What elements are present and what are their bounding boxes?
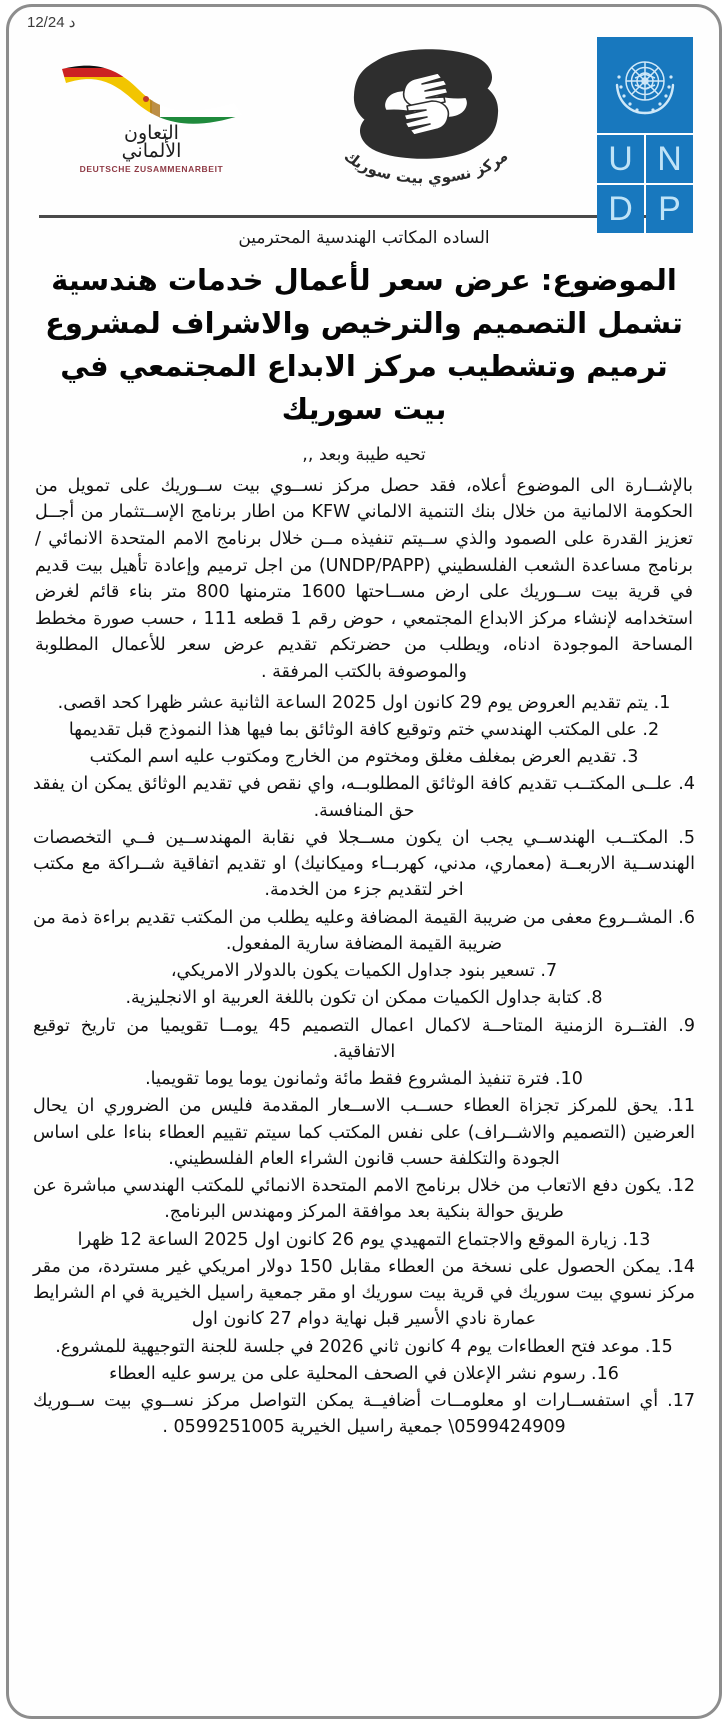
- clause-item: 5. المكتــب الهندســي يجب ان يكون مســجلا في نقابة المهندســين فــي التخصصات الهندســية الاربعــة (معماري، مدني، كهربــاء وميكانيك) او تقديم اتفاقية شــراكة مع مكتب اخر لتقديم جزء من الخدمة.: [33, 827, 695, 901]
- clause-item: 6. المشــروع معفى من ضريبة القيمة المضافة وعليه يطلب من المكتب تقديم براءة ذمة من ضريبة القيمة المضافة سارية المفعول.: [33, 907, 695, 954]
- clause-item: 15. موعد فتح العطاءات يوم 4 كانون ثاني 2026 في جلسة للجنة التوجيهية للمشروع.: [55, 1336, 673, 1357]
- clause-item: 16. رسوم نشر الإعلان في الصحف المحلية على من يرسو عليه العطاء: [109, 1363, 619, 1384]
- header-divider: [39, 215, 689, 218]
- clause-item: 14. يمكن الحصول على نسخة من العطاء مقابل 150 دولار امريكي غير مستردة، من مقر مركز نسوي بيت سوريك في قرية بيت سوريك او مقر جمعية راسيل الخيرية في ام الشرايط عمارة نادي الأسير قبل نهاية دوام 27 كانون اول: [33, 1256, 695, 1330]
- two-hands-icon: [342, 45, 510, 163]
- clause-item: 2. على المكتب الهندسي ختم وتوقيع كافة الوثائق بما فيها هذا النموذج قبل تقديمها: [68, 719, 660, 740]
- announcement-card: [6, 4, 722, 1719]
- clause-item: 10. فترة تنفيذ المشروع فقط مائة وثمانون يوما يوما تقويميا.: [145, 1069, 583, 1090]
- clause-item: 3. تقديم العرض بمغلف مغلق ومختوم من الخارج ومكتوب عليه اسم المكتب: [89, 747, 639, 768]
- clause-item: 9. الفتــرة الزمنية المتاحــة لاكمال اعمال التصميم 45 يومــا تقويميا من تاريخ توقيع الاتفاقية.: [33, 1015, 696, 1062]
- addressee-line: الساده المكاتب الهندسية المحترمين: [238, 228, 490, 248]
- womens-center-arabic-caption: [333, 149, 519, 195]
- clause-item: 1. يتم تقديم العروض يوم 29 كانون اول 2025 الساعة الثانية عشر ظهرا كحد اقصى.: [57, 692, 671, 713]
- german-cooperation-logo: [49, 35, 254, 174]
- undp-letter-p: P: [646, 185, 693, 233]
- clause-item: 12. يكون دفع الاتعاب من خلال برنامج الامم المتحدة الانمائي للمكتب الهندسي مباشرة عن طريق حوالة بنكية بعد موافقة المركز ومهندس البرنامج.: [33, 1176, 695, 1223]
- undp-letter-n: N: [646, 135, 693, 183]
- undp-logo: [597, 35, 693, 233]
- intro-paragraph: بالإشــارة الى الموضوع أعلاه، فقد حصل مركز نســوي بيت ســوريك على تمويل من الحكومة الالمانية من خلال بنك التنمية الالماني KFW من اطار برنامج الإســتثمار من أجــل تعزيز القدرة على الصمود والذي ســيتم تنفيذه مــن خلال برنامج الامم المتحدة الانمائي / برنامج مساعدة الشعب الفلسطيني (UNDP/PAPP) من اجل ترميم وإعادة تأهيل بيت قديم في قرية بيت ســوريك على ارض مســاحتها 1600 مترمنها 800 متر بناء قائم لغرض استخدامه لإنشاء مركز الابداع المجتمعي ، حوض رقم 1 قطعه 111 ، حسب صورة مخطط المساحة الموجودة ادناه، ويطلب من حضرتكم تقديم عرض سعر للأعمال المطلوبة والموصوفة بالكتب المرفقة .: [35, 475, 694, 683]
- undp-letter-d: D: [597, 185, 644, 233]
- german-cooperation-arabic-line2: الألماني: [121, 140, 182, 162]
- undp-letter-grid: [597, 135, 693, 233]
- logo-header-row: [31, 13, 697, 228]
- clause-item: 8. كتابة جداول الكميات ممكن ان تكون باللغة العربية او الانجليزية.: [125, 988, 603, 1009]
- undp-letter-u: U: [597, 135, 644, 183]
- document-title: الموضوع: عرض سعر لأعمال خدمات هندسية تشمل التصميم والترخيص والاشراف لمشروع ترميم وتشطيب مركز الابداع المجتمعي في بيت سوريك: [45, 263, 683, 426]
- german-palestinian-flag-ribbon-icon: [54, 59, 250, 125]
- clause-item: 11. يحق للمركز تجزاة العطاء حســب الاســعار المقدمة فليس من الضروري ان يحال العرضين (التصميم والاشــراف) على نفس المكتب كما سيتم تقييم العطاء بناءا على اساس الجودة والتكلفة حسب قانون الشراء العام الفلسطيني.: [33, 1096, 695, 1169]
- svg-text:مركز نسوي بيت سوريك: مركز نسوي بيت سوريك: [340, 149, 511, 188]
- un-emblem-icon: [597, 37, 693, 133]
- beit-surik-womens-center-logo: [326, 35, 526, 195]
- german-cooperation-latin-caption: DEUTSCHE ZUSAMMENARBEIT: [79, 164, 224, 174]
- german-cooperation-arabic-line1: التعاون: [124, 122, 179, 144]
- clause-item: 7. تسعير بنود جداول الكميات يكون بالدولار الامريكي،: [170, 961, 558, 982]
- reference-code: 12/24 د: [27, 14, 76, 31]
- clause-item: 4. علــى المكتــب تقديم كافة الوثائق المطلوبــه، واي نقص في تقديم الوثائق يمكن ان يفقد حق المنافسة.: [33, 774, 695, 821]
- clause-item: 17. أي استفســارات او معلومــات أضافيــة يمكن التواصل مركز نســوي بيت ســوريك 0599424909\ جمعية راسيل الخيرية 0599251005 .: [33, 1391, 695, 1438]
- clause-item: 13. زيارة الموقع والاجتماع التمهيدي يوم 26 كانون اول 2025 الساعة 12 ظهرا: [77, 1229, 651, 1250]
- clause-list: [33, 690, 695, 1441]
- greeting-line: تحيه طيبة وبعد ,,: [302, 444, 426, 465]
